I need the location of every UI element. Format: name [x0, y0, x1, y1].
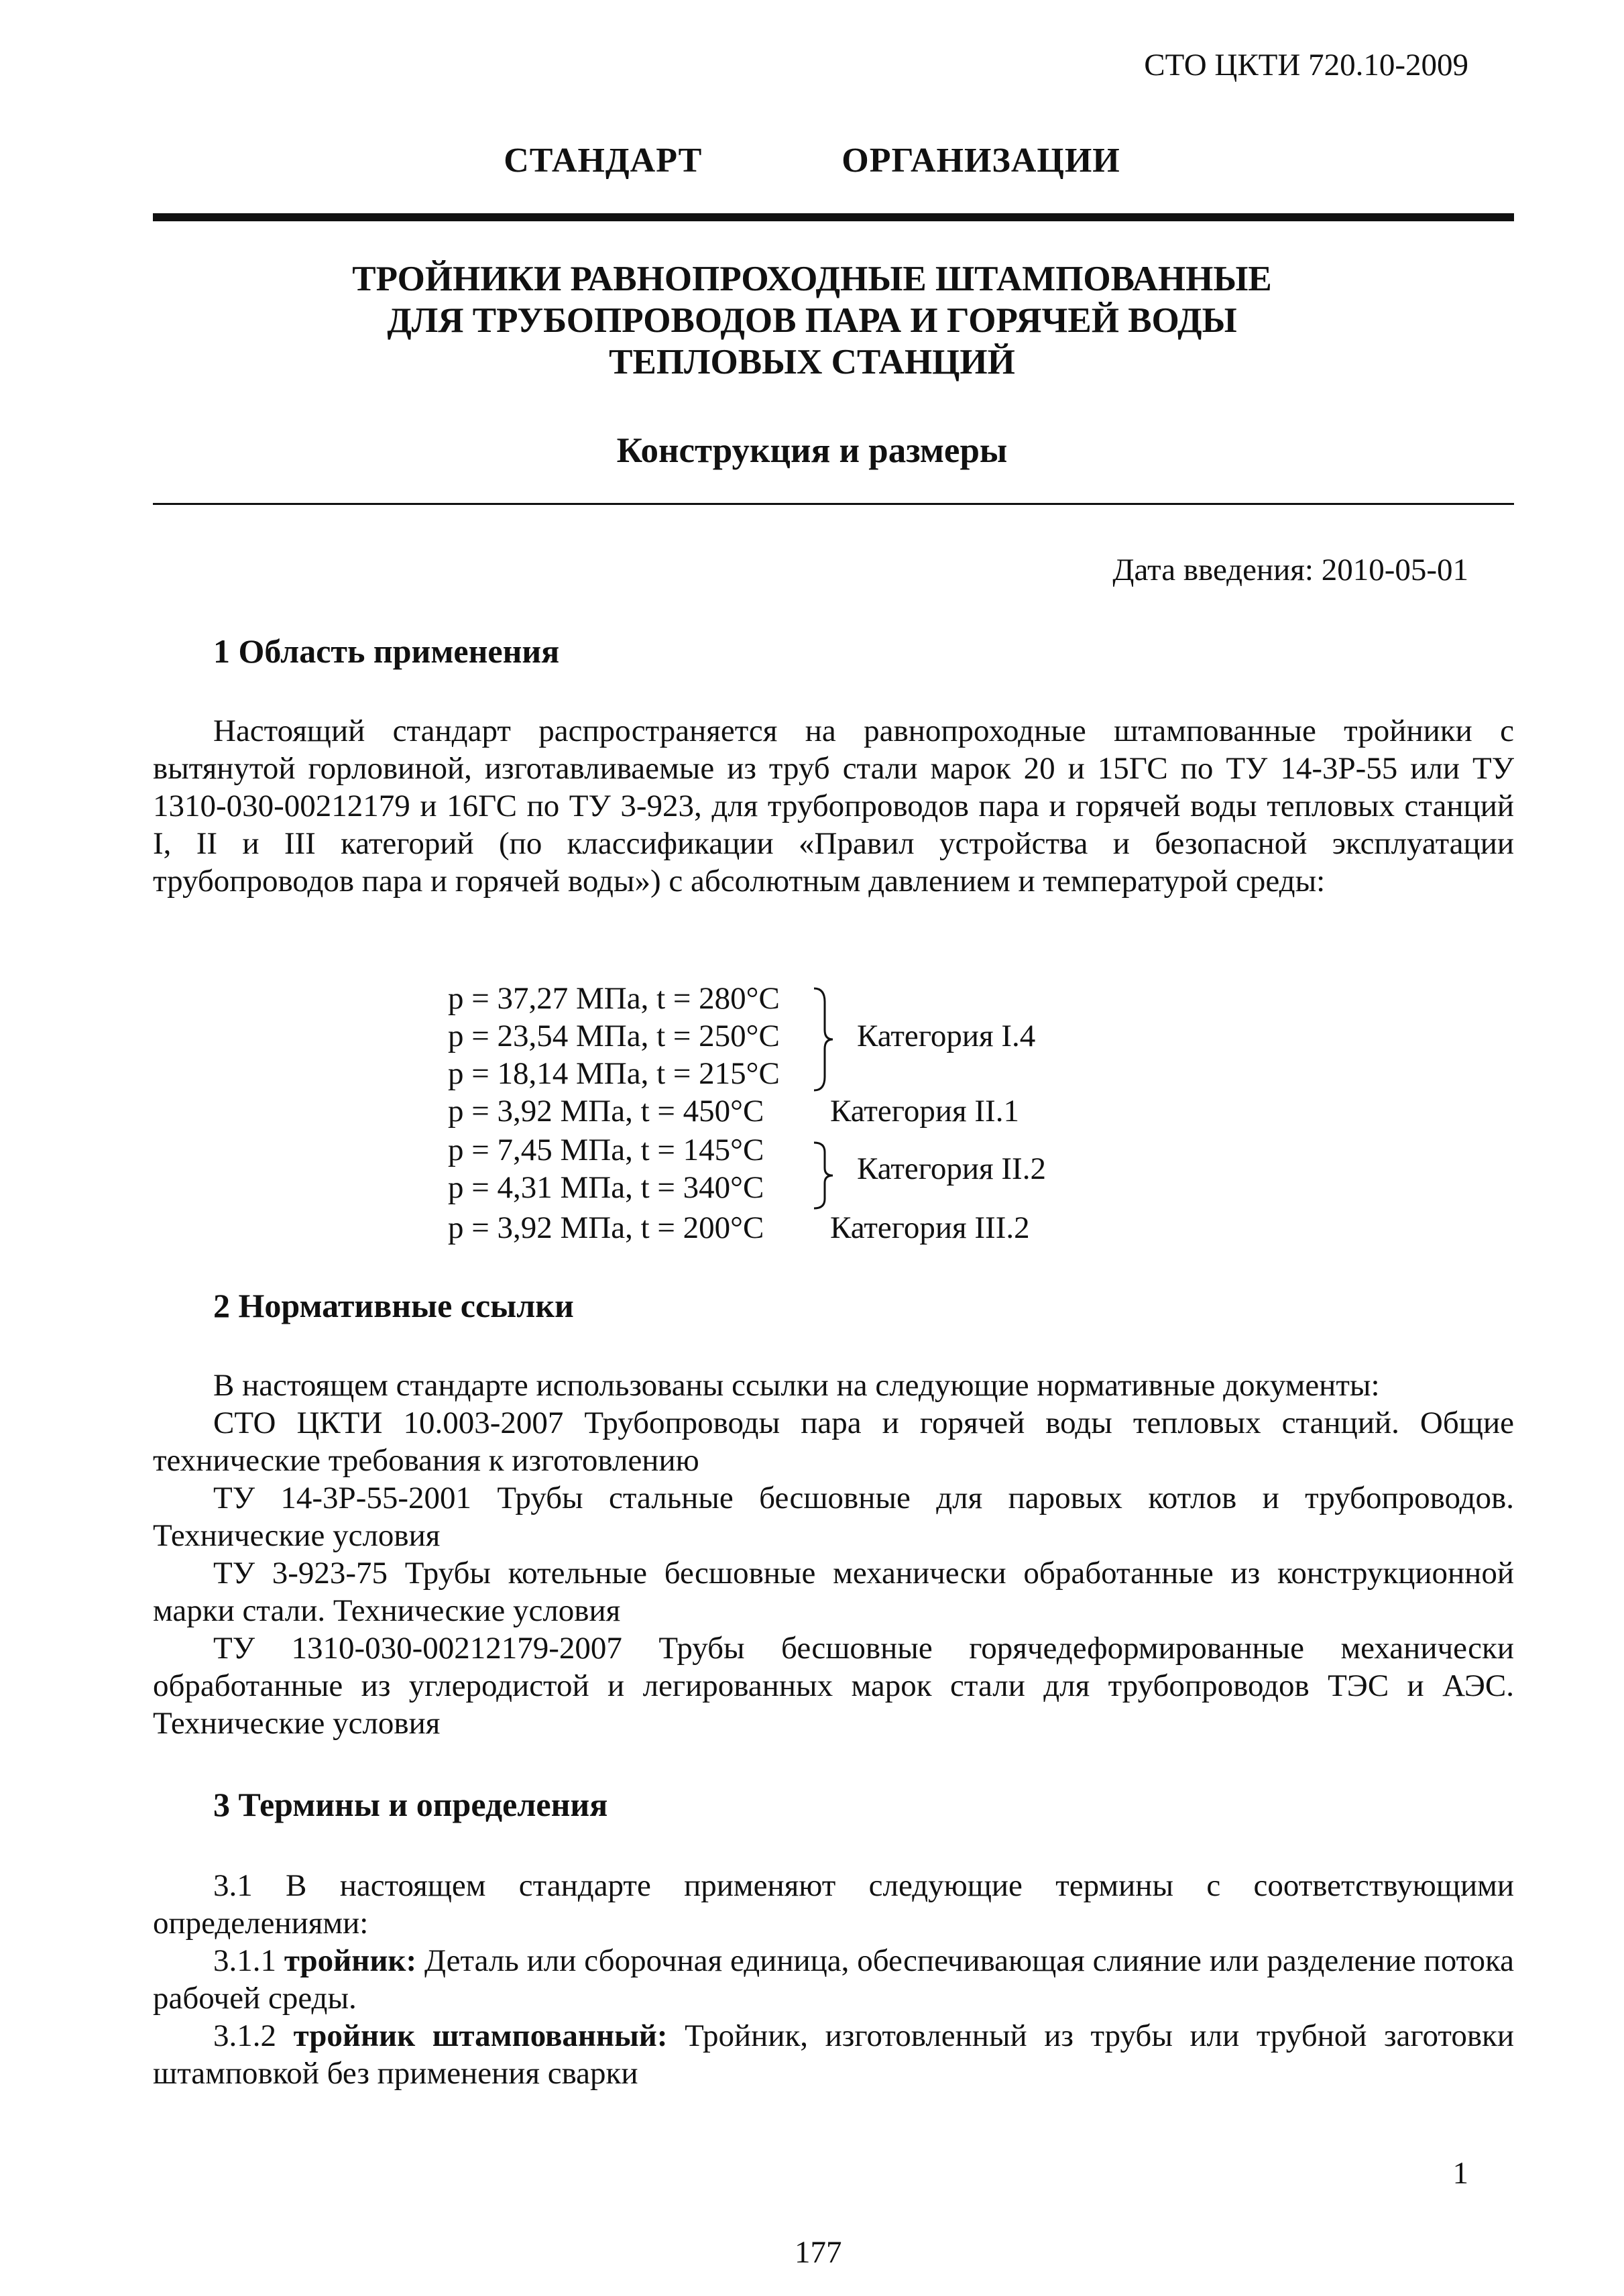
- brace-icon: [810, 986, 837, 1093]
- document-title: [0, 258, 1624, 383]
- thin-rule: [153, 503, 1514, 505]
- term-name: тройник штампованный:: [293, 2018, 668, 2053]
- thick-rule: [153, 213, 1514, 221]
- title-line-2: ДЛЯ ТРУБОПРОВОДОВ ПАРА И ГОРЯЧЕЙ ВОДЫ: [387, 301, 1237, 340]
- condition-4: p = 3,92 МПа, t = 450°C: [448, 1094, 764, 1129]
- category-label: Категория II.2: [857, 1151, 1046, 1186]
- brace-icon: [810, 1140, 837, 1211]
- term-number: 3.1.2: [213, 2018, 294, 2053]
- condition-5: p = 7,45 МПа, t = 145°C: [448, 1133, 764, 1167]
- category-label: Категория II.1: [830, 1094, 1019, 1129]
- section-1-paragraph: Настоящий стандарт распространяется на равнопроходные штампованные тройники с вытянутой горловиной, изготавливаемые из труб стали марок 20 и 15ГС по ТУ 14-3Р-55 или ТУ 1310-030-00212179 и 16ГС по ТУ 3-923, для трубопроводов пара и горячей воды тепловых станций I, II и III категорий (по классификации «Правил устройства и безопасной эксплуатации трубопроводов пара и горячей воды») с абсолютным давлением и температурой среды:: [153, 713, 1514, 899]
- condition-2: p = 23,54 МПа, t = 250°C: [448, 1019, 780, 1053]
- reference-paragraph: В настоящем стандарте использованы ссылки на следующие нормативные документы:: [213, 1368, 1380, 1403]
- condition-1: p = 37,27 МПа, t = 280°C: [448, 981, 780, 1016]
- title-line-1: ТРОЙНИКИ РАВНОПРОХОДНЫЕ ШТАМПОВАННЫЕ: [352, 260, 1272, 298]
- section-3-heading: 3 Термины и определения: [213, 1786, 608, 1823]
- term-text: Тройник, изготовленный из трубы или трубной заготовки штамповкой без применения сварки: [153, 2018, 1514, 2091]
- category-label: Категория I.4: [857, 1019, 1036, 1053]
- section-1-heading: 1 Область применения: [213, 632, 560, 670]
- page-number: 1: [1452, 2156, 1468, 2191]
- term-text: Деталь или сборочная единица, обеспечивающая слияние или разделение потока рабочей среды.: [153, 1943, 1514, 2016]
- introduction-date: Дата введения: 2010-05-01: [1112, 553, 1468, 587]
- section-2-heading: 2 Нормативные ссылки: [213, 1287, 574, 1324]
- title-line-3: ТЕПЛОВЫХ СТАНЦИЙ: [609, 343, 1015, 382]
- condition-6: p = 4,31 МПа, t = 340°C: [448, 1170, 764, 1205]
- reference-paragraph: ТУ 1310-030-00212179-2007 Трубы бесшовные горячедеформированные механически обработанные из углеродистой и легированных марок стали для трубопроводов ТЭС и АЭС. Технические условия: [153, 1631, 1514, 1741]
- reference-paragraph: ТУ 14-3Р-55-2001 Трубы стальные бесшовные для паровых котлов и трубопроводов. Технические условия: [153, 1481, 1514, 1553]
- reference-paragraph: СТО ЦКТИ 10.003-2007 Трубопроводы пара и горячей воды тепловых станций. Общие технические требования к изготовлению: [153, 1405, 1514, 1478]
- document-subtitle: Конструкция и размеры: [616, 431, 1008, 470]
- organization-heading: СТАНДАРТ ОРГАНИЗАЦИИ: [504, 141, 1120, 180]
- category-label: Категория III.2: [830, 1210, 1030, 1245]
- reference-paragraph: ТУ 3-923-75 Трубы котельные бесшовные механически обработанные из конструкционной марки стали. Технические условия: [153, 1556, 1514, 1628]
- term-name: тройник:: [284, 1943, 417, 1978]
- term-number: 3.1.1: [213, 1943, 284, 1978]
- condition-3: p = 18,14 МПа, t = 215°C: [448, 1056, 780, 1091]
- term-definition: [153, 2017, 1514, 2092]
- document-code: СТО ЦКТИ 720.10-2009: [1144, 48, 1468, 82]
- sheet-number: 177: [795, 2235, 842, 2270]
- condition-7: p = 3,92 МПа, t = 200°C: [448, 1210, 764, 1245]
- term-definition: [153, 1942, 1514, 2017]
- terms-intro-paragraph: 3.1 В настоящем стандарте применяют следующие термины с соответствующими определениями:: [153, 1868, 1514, 1941]
